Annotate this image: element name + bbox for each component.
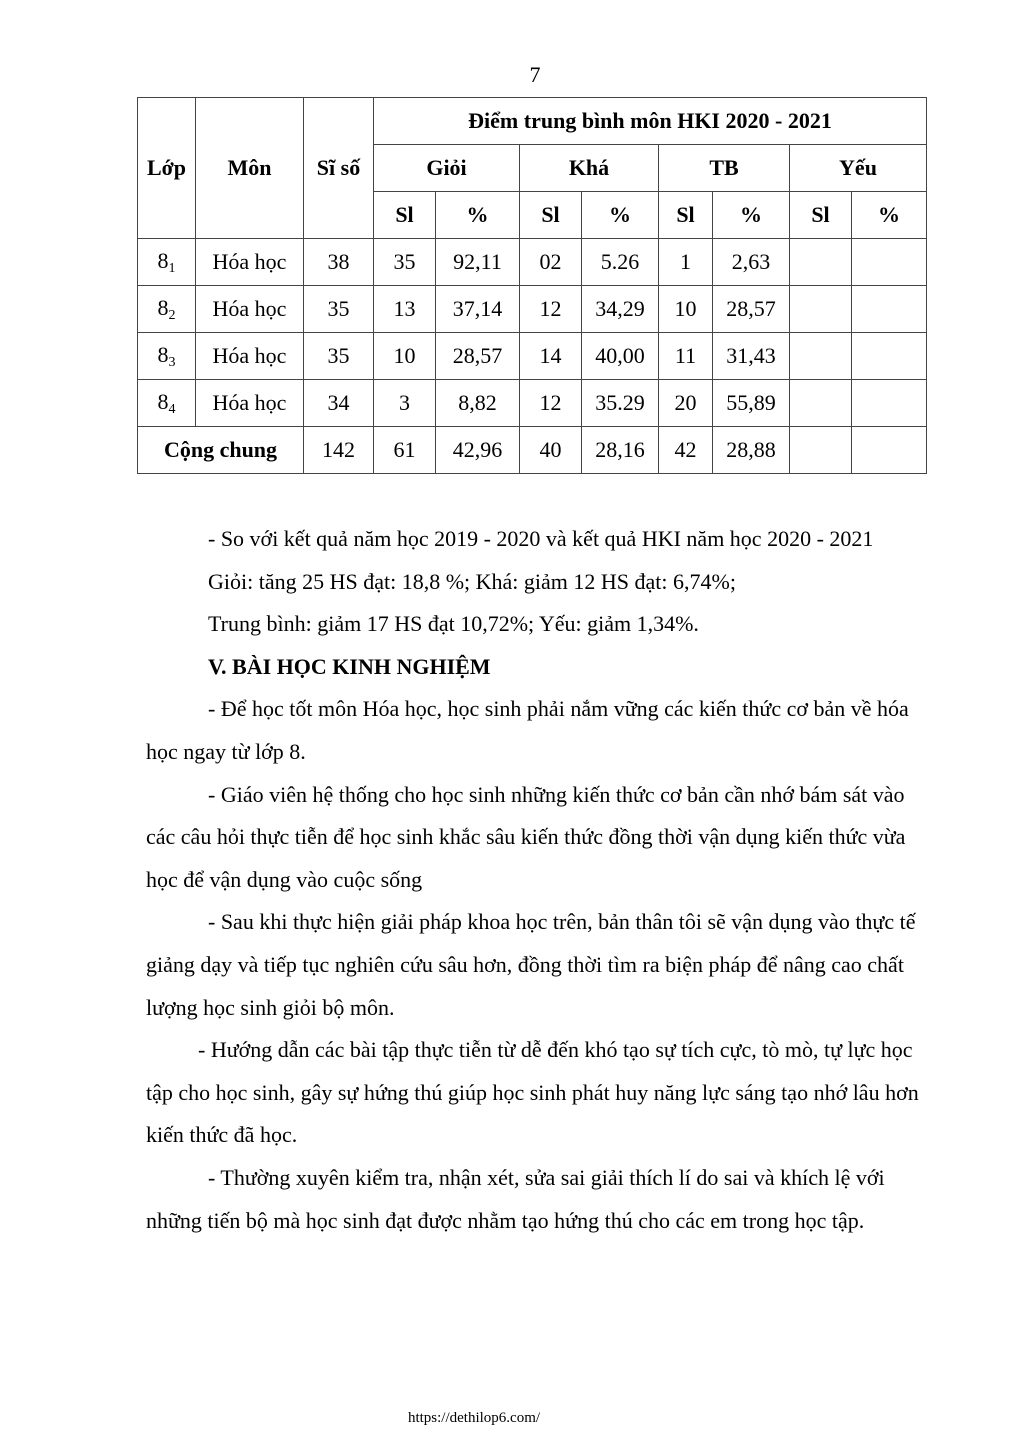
cell-kha-pct: 34,29 (582, 286, 659, 333)
cell-lop: $8_1$ (138, 239, 196, 286)
paragraph: - Sau khi thực hiện giải pháp khoa học trên, bản thân tôi sẽ vận dụng vào thực tế giảng dạy và tiếp tục nghiên cứu sâu hơn, đồng thời tìm ra biện pháp để nâng cao chất lượng học sinh giỏi bộ môn. (146, 909, 916, 1020)
total-yeu-pct (852, 427, 927, 474)
results-table (137, 97, 927, 474)
cell-gioi-sl: 3 (374, 380, 436, 427)
paragraph: - Hướng dẫn các bài tập thực tiễn từ dễ đến khó tạo sự tích cực, tò mò, tự lực học tập cho học sinh, gây sự hứng thú giúp học sinh phát huy năng lực sáng tạo nhớ lâu hơn kiến thức đã học. (146, 1037, 919, 1148)
page-number: 7 (529, 62, 541, 87)
gioi-kha-line: Giỏi: tăng 25 HS đạt: 18,8 %; Khá: giảm 12 HS đạt: 6,74%; (208, 568, 736, 594)
cell-tb-sl: 10 (659, 286, 713, 333)
cell-kha-sl: 02 (520, 239, 582, 286)
cell-tb-pct: 28,57 (713, 286, 790, 333)
cell-gioi-pct: 8,82 (436, 380, 520, 427)
cell-yeu-pct (852, 239, 927, 286)
header-sl: Sl (659, 192, 713, 239)
compare-paragraph: - So với kết quả năm học 2019 - 2020 và kết quả HKI năm học 2020 - 2021 (208, 526, 874, 551)
footer-url: https://dethilop6.com/ (407, 1410, 541, 1426)
header-pct: % (436, 192, 520, 239)
cell-tb-pct: 2,63 (713, 239, 790, 286)
header-sl: Sl (374, 192, 436, 239)
cell-gioi-sl: 10 (374, 333, 436, 380)
cell-si-so: 34 (304, 380, 374, 427)
cell-tb-sl: 11 (659, 333, 713, 380)
cell-kha-pct: 40,00 (582, 333, 659, 380)
header-pct: % (713, 192, 790, 239)
section-heading: V. BÀI HỌC KINH NGHIỆM (208, 653, 491, 679)
table-row (138, 380, 927, 427)
table-row (138, 239, 927, 286)
total-kha-sl: 40 (520, 427, 582, 474)
header-tb: TB (659, 145, 790, 192)
cell-lop: $8_4$ (138, 380, 196, 427)
total-si-so: 142 (304, 427, 374, 474)
cell-si-so: 35 (304, 286, 374, 333)
cell-tb-sl: 1 (659, 239, 713, 286)
cell-mon: Hóa học (196, 380, 304, 427)
cell-tb-sl: 20 (659, 380, 713, 427)
cell-gioi-pct: 28,57 (436, 333, 520, 380)
cell-yeu-sl (790, 333, 852, 380)
table-total-row (138, 427, 927, 474)
header-sl: Sl (790, 192, 852, 239)
cell-yeu-sl (790, 239, 852, 286)
cell-mon: Hóa học (196, 239, 304, 286)
total-tb-sl: 42 (659, 427, 713, 474)
header-gioi: Giỏi (374, 145, 520, 192)
paragraph: - Giáo viên hệ thống cho học sinh những kiến thức cơ bản cần nhớ bám sát vào các câu hỏi thực tiễn để học sinh khắc sâu kiến thức đồng thời vận dụng kiến thức vừa học để vận dụng vào cuộc sống (146, 781, 906, 892)
cell-gioi-sl: 13 (374, 286, 436, 333)
total-gioi-pct: 42,96 (436, 427, 520, 474)
header-kha: Khá (520, 145, 659, 192)
total-label: Cộng chung (138, 427, 304, 474)
header-yeu: Yếu (790, 145, 927, 192)
header-pct: % (852, 192, 927, 239)
cell-kha-pct: 5.26 (582, 239, 659, 286)
cell-yeu-pct (852, 333, 927, 380)
cell-kha-sl: 12 (520, 380, 582, 427)
cell-tb-pct: 55,89 (713, 380, 790, 427)
cell-kha-pct: 35.29 (582, 380, 659, 427)
cell-si-so: 38 (304, 239, 374, 286)
cell-gioi-pct: 37,14 (436, 286, 520, 333)
cell-yeu-sl (790, 286, 852, 333)
total-kha-pct: 28,16 (582, 427, 659, 474)
total-tb-pct: 28,88 (713, 427, 790, 474)
cell-lop: $8_2$ (138, 286, 196, 333)
cell-gioi-pct: 92,11 (436, 239, 520, 286)
header-si-so: Sĩ số (304, 98, 374, 239)
header-lop: Lớp (138, 98, 196, 239)
body-text (146, 518, 936, 1242)
header-mon: Môn (196, 98, 304, 239)
tb-yeu-line: Trung bình: giảm 17 HS đạt 10,72%; Yếu: giảm 1,34%. (208, 611, 699, 637)
paragraph: - Thường xuyên kiểm tra, nhận xét, sửa sai giải thích lí do sai và khích lệ với những tiến bộ mà học sinh đạt được nhằm tạo hứng thú cho các em trong học tập. (146, 1164, 885, 1233)
table-row (138, 333, 927, 380)
cell-tb-pct: 31,43 (713, 333, 790, 380)
header-pct: % (582, 192, 659, 239)
cell-kha-sl: 14 (520, 333, 582, 380)
header-group-title: Điểm trung bình môn HKI 2020 - 2021 (374, 98, 927, 145)
cell-kha-sl: 12 (520, 286, 582, 333)
cell-yeu-pct (852, 380, 927, 427)
cell-lop: $8_3$ (138, 333, 196, 380)
total-yeu-sl (790, 427, 852, 474)
total-gioi-sl: 61 (374, 427, 436, 474)
cell-yeu-sl (790, 380, 852, 427)
cell-mon: Hóa học (196, 286, 304, 333)
cell-mon: Hóa học (196, 333, 304, 380)
table-row (138, 286, 927, 333)
cell-si-so: 35 (304, 333, 374, 380)
paragraph: - Để học tốt môn Hóa học, học sinh phải nắm vững các kiến thức cơ bản về hóa học ngay từ lớp 8. (146, 696, 909, 764)
header-sl: Sl (520, 192, 582, 239)
cell-gioi-sl: 35 (374, 239, 436, 286)
cell-yeu-pct (852, 286, 927, 333)
